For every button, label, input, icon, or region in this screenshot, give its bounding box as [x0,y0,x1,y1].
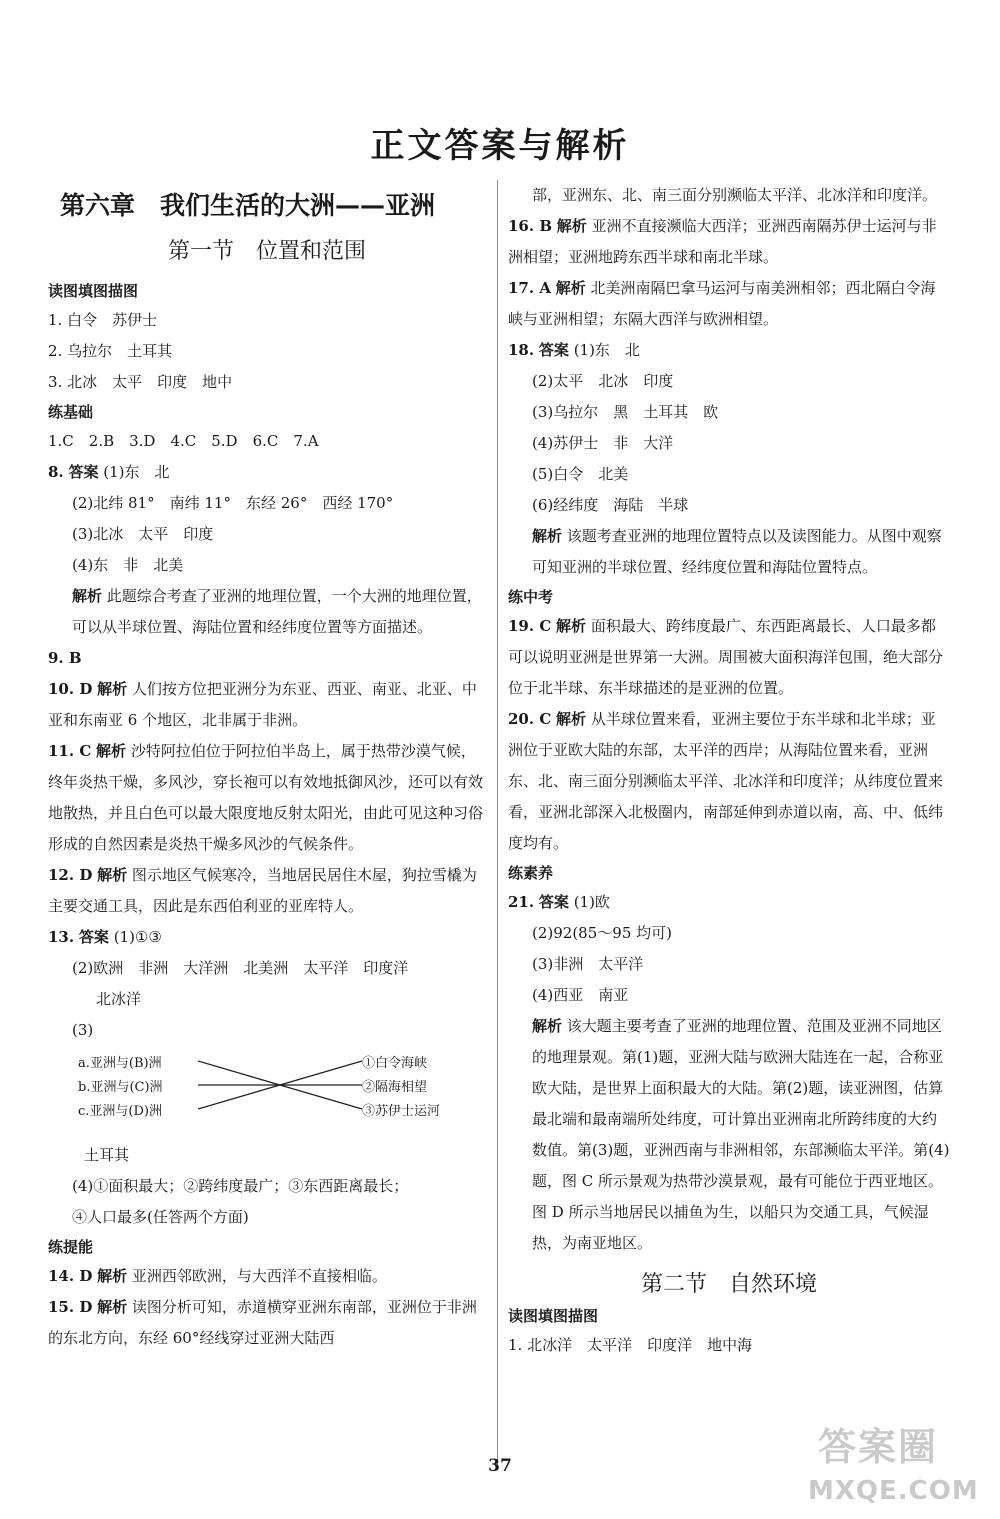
subhead-dutu: 读图填图描图 [48,282,139,300]
q18-line-3: (3)乌拉尔 黑 土耳其 欧 [532,403,719,421]
q15-answer: 15. D 解析 读图分析可知，赤道横穿亚洲东南部，亚洲位于非洲的东北方向，东经 60°经线穿过亚洲大陆西 [48,1298,477,1347]
q18-answer: 18. 答案 (1)东 北 [508,341,640,359]
page-number: 37 [488,1456,512,1476]
q21-line-2: (2)92(85～95 均可) [532,924,672,942]
dutu-answer-1: 1. 白令 苏伊士 [48,311,158,329]
chapter-title: 第六章 我们生活的大洲——亚洲 [60,191,436,220]
q19-answer: 19. C 解析 面积最大、跨纬度最广、东西距离最长、人口最多都可以说明亚洲是世界第一大洲。周围被大面积海洋包围，绝大部分位于北半球、东半球描述的是亚洲的位置。 [508,617,944,697]
match-right-2: ②隔海相望 [362,1080,428,1095]
s2-dutu-answer-1: 1. 北冰洋 太平洋 印度洋 地中海 [508,1336,753,1354]
q12-answer: 12. D 解析 图示地区气候寒冷，当地居民居住木屋，狗拉雪橇为主要交通工具，因此是东西伯利亚的亚库特人。 [48,866,477,915]
q13-line-2b: 北冰洋 [96,990,142,1008]
subhead-tineng: 练提能 [48,1238,94,1256]
q21-analysis: 解析 该大题主要考查了亚洲的地理位置、范围及亚洲不同地区的地理景观。第(1)题，亚洲大陆与欧洲大陆连在一起，合称亚欧大陆，是世界上面积最大的大陆。第(2)题，读亚洲图，估算最北端和最南端所处纬度，可计算出亚洲南北所跨纬度的大约数值。第(3)题，亚洲西南与非洲相邻，东部濒临太平洋。第(4)题，图 C 所示景观为热带沙漠景观，最有可能位于西亚地区。图 D 所示当地居民以捕鱼为生，以船只为交通工具，气候湿热，为南亚地区。 [532,1017,950,1252]
right-column [508,180,950,1361]
q18-analysis: 解析 该题考查亚洲的地理位置特点以及读图能力。从图中观察可知亚洲的半球位置、经纬度位置和海陆位置特点。 [532,527,942,576]
section-title-1: 第一节 位置和范围 [167,239,366,264]
subhead-dutu-2: 读图填图描图 [508,1307,599,1325]
q8-analysis: 解析 此题综合考查了亚洲的地理位置，一个大洲的地理位置，可以从半球位置、海陆位置和经纬度位置等方面描述。 [72,587,482,636]
q14-answer: 14. D 解析 亚洲西邻欧洲，与大西洋不直接相临。 [48,1267,387,1285]
q8-line-2: (2)北纬 81° 南纬 11° 东经 26° 西经 170° [72,494,394,512]
watermark-text: 答案圈 [818,1425,939,1469]
section-title-2: 第二节 自然环境 [640,1272,817,1297]
q10-answer: 10. D 解析 人们按方位把亚洲分为东亚、西亚、南亚、北亚、中亚和东南亚 6 个地区，北非属于非洲。 [48,680,477,729]
q20-answer: 20. C 解析 从半球位置来看，亚洲主要位于东半球和北半球；亚洲位于亚欧大陆的东部，太平洋的西岸；从海陆位置来看，亚洲东、北、南三面分别濒临太平洋、北冰洋和印度洋；从纬度位置来看，亚洲北部深入北极圈内，南部延伸到赤道以南，高、中、低纬度均有。 [508,710,944,852]
q13-line-4: (4)①面积最大；②跨纬度最广；③东西距离最长； [72,1177,409,1195]
q11-answer: 11. C 解析 沙特阿拉伯位于阿拉伯半岛上，属于热带沙漠气候，终年炎热干燥，多风沙，穿长袍可以有效地抵御风沙，还可以有效地散热，并且白色可以最大限度地反射太阳光，由此可见这种习俗形成的自然因素是炎热干燥多风沙的气候条件。 [48,742,484,853]
q13-line-3: (3) [72,1021,94,1039]
q15-continued: 部，亚洲东、北、南三面分别濒临太平洋、北冰洋和印度洋。 [532,186,938,204]
q8-answer: 8. 答案 (1)东 北 [48,463,170,481]
q9-answer: 9. B [48,649,82,667]
q18-line-4: (4)苏伊士 非 大洋 [532,434,674,452]
q13-line-after: 土耳其 [84,1146,130,1164]
match-left-c: c.亚洲与(D)洲 [78,1104,162,1119]
q13-matching-diagram [78,1052,486,1134]
q17-answer: 17. A 解析 北美洲南隔巴拿马运河与南美洲相邻；西北隔白令海峡与亚洲相望；东隔大西洋与欧洲相望。 [508,279,936,328]
q21-answer: 21. 答案 (1)欧 [508,893,610,911]
q18-line-5: (5)白令 北美 [532,465,629,483]
q16-answer: 16. B 解析 亚洲不直接濒临大西洋；亚洲西南隔苏伊士运河与非洲相望；亚洲地跨东西半球和南北半球。 [508,217,937,266]
match-lines [198,1052,364,1122]
q8-line-4: (4)东 非 北美 [72,556,184,574]
page-title: 正文答案与解析 [370,126,630,166]
q18-line-6: (6)经纬度 海陆 半球 [532,496,689,514]
q8-line-3: (3)北冰 太平 印度 [72,525,214,543]
dutu-answer-3: 3. 北冰 太平 印度 地中 [48,373,233,391]
q18-line-2: (2)太平 北冰 印度 [532,372,674,390]
left-column [48,178,486,1354]
q13-answer: 13. 答案 (1)①③ [48,928,162,946]
watermark-url: MXQE.COM [808,1476,979,1506]
subhead-suyang: 练素养 [508,864,554,882]
jichu-answers: 1.C 2.B 3.D 4.C 5.D 6.C 7.A [48,432,319,450]
match-right-3: ③苏伊士运河 [362,1104,441,1119]
q13-line-4b: ④人口最多(任答两个方面) [72,1208,249,1226]
q21-line-3: (3)非洲 太平洋 [532,955,644,973]
column-divider [497,180,498,1470]
subhead-jichu: 练基础 [48,403,94,421]
watermark-logo [788,1410,988,1510]
q21-line-4: (4)西亚 南亚 [532,986,629,1004]
subhead-zhongkao: 练中考 [508,588,554,606]
match-left-b: b.亚洲与(C)洲 [78,1080,163,1095]
dutu-answer-2: 2. 乌拉尔 土耳其 [48,342,173,360]
q13-line-2: (2)欧洲 非洲 大洋洲 北美洲 太平洋 印度洋 [72,959,409,977]
match-left-a: a.亚洲与(B)洲 [78,1056,162,1071]
match-right-1: ①白令海峡 [362,1056,428,1071]
